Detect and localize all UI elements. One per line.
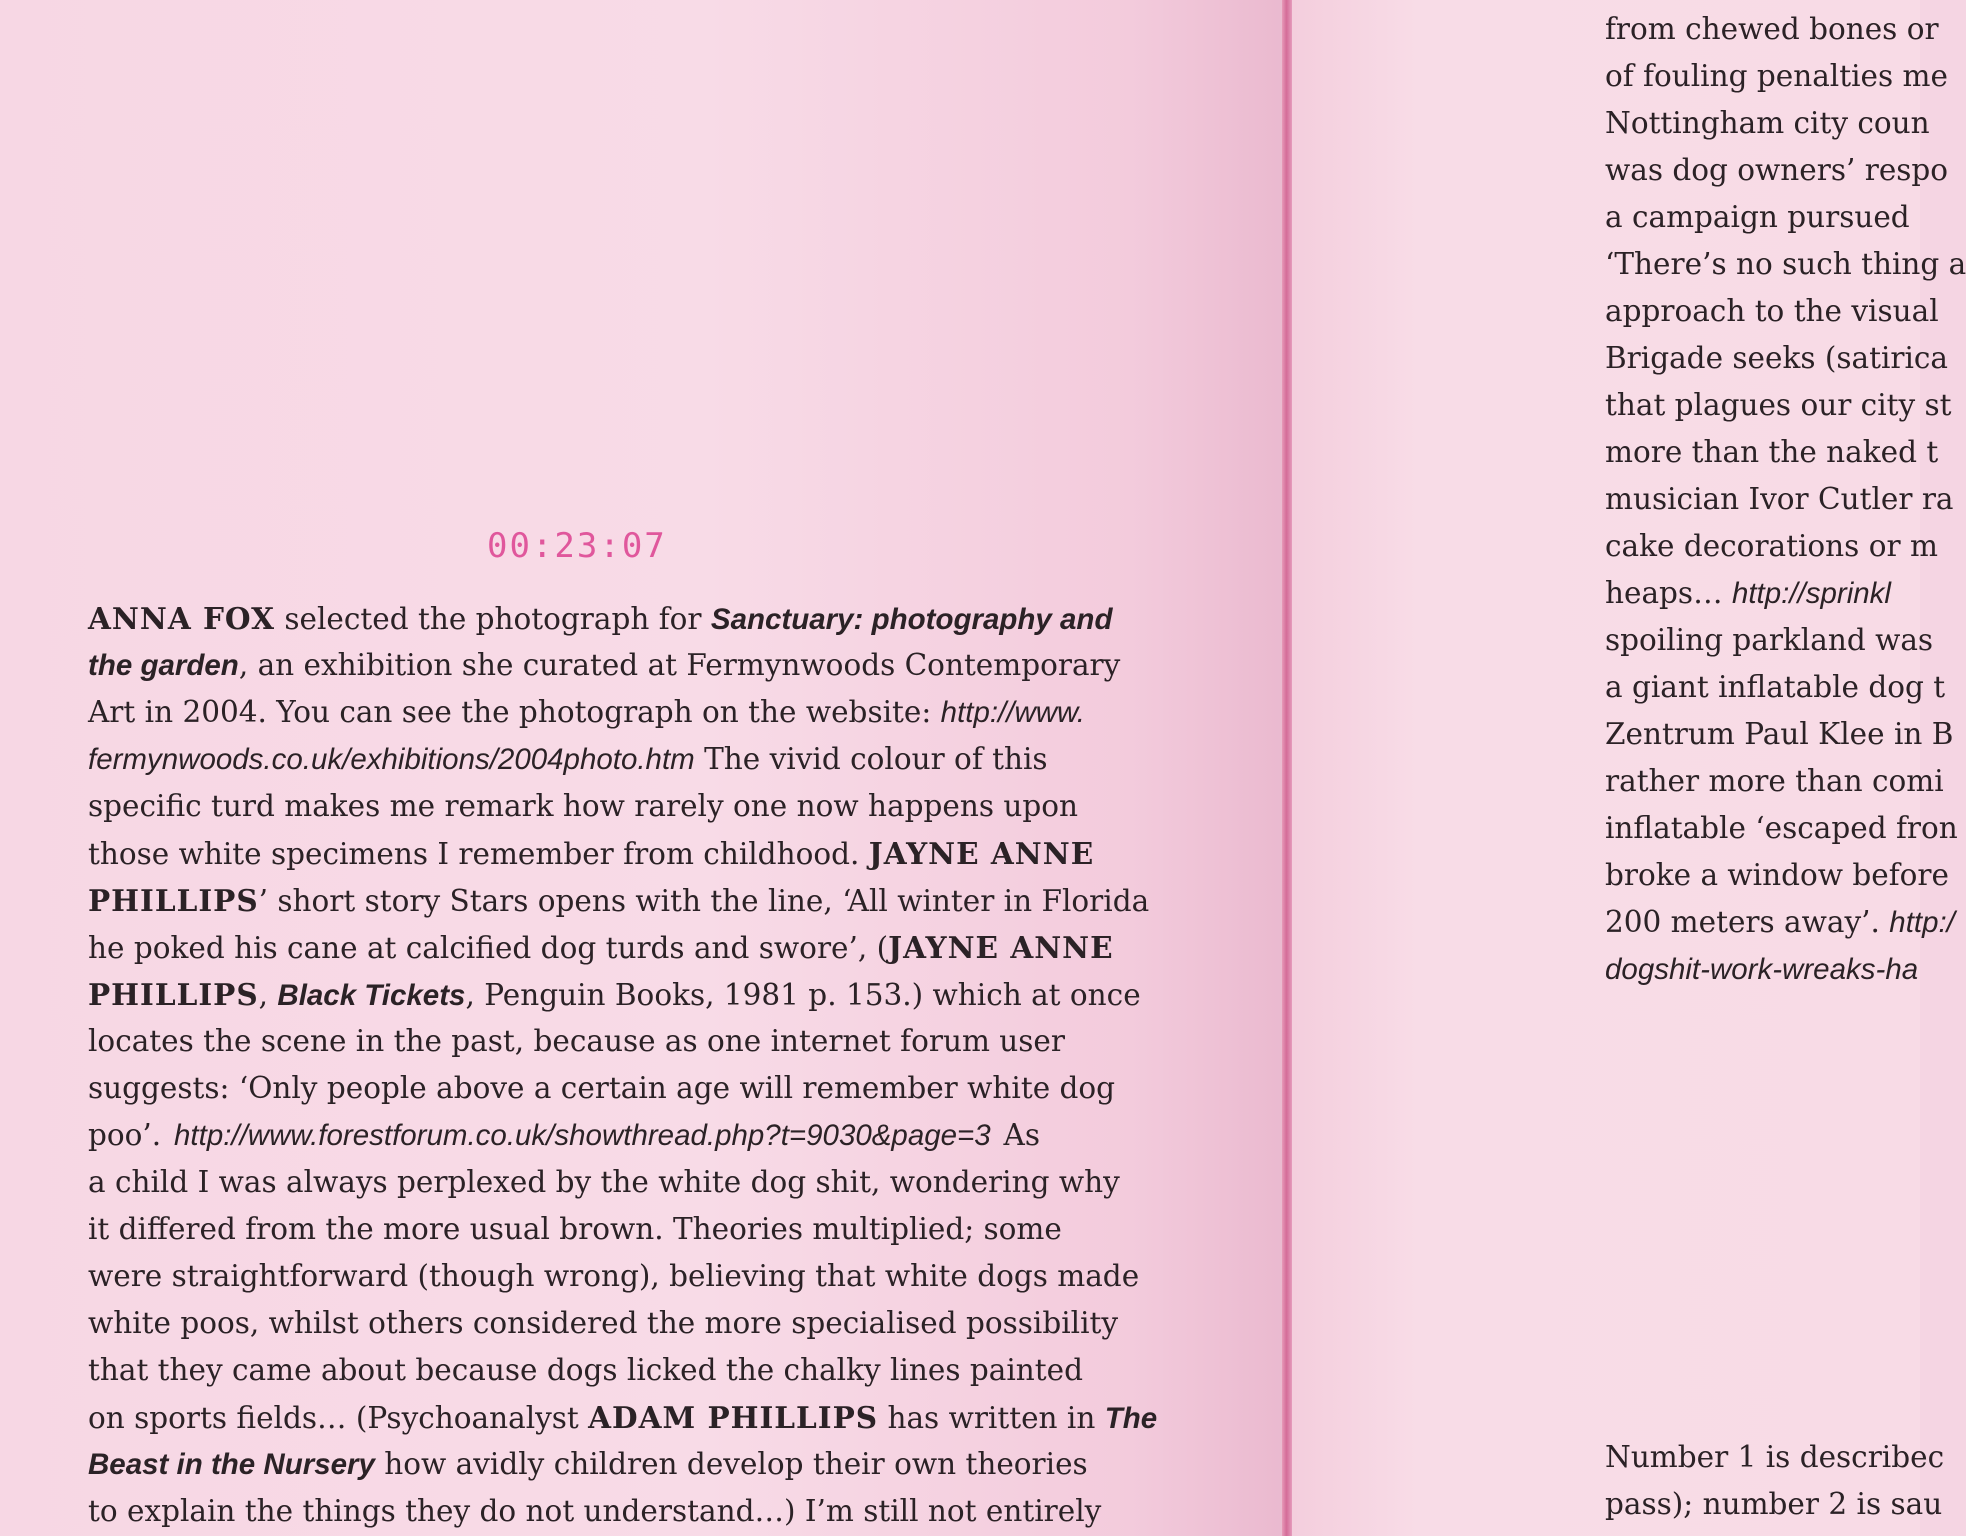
- text-line: [1605, 899, 1955, 946]
- text-run: Nottingham city coun: [1605, 106, 1930, 140]
- text-run: Zentrum Paul Klee in B: [1605, 717, 1954, 751]
- book-title: Sanctuary: photography and: [710, 603, 1113, 636]
- text-line: [88, 830, 1095, 877]
- text-line: [1605, 946, 1935, 993]
- text-run: ‘There’s no such thing a: [1605, 247, 1966, 281]
- text-line: [1605, 476, 1954, 523]
- text-line: [88, 1253, 1140, 1300]
- name-small-caps: ANNA FOX: [88, 601, 275, 636]
- text-run: cake decorations or m: [1605, 529, 1938, 563]
- text-run: ’ short story Stars opens with the line, ‘All winter in Florida: [258, 884, 1150, 918]
- text-run: approach to the visual: [1605, 294, 1939, 328]
- text-run: more than the naked t: [1605, 435, 1939, 469]
- text-run: ,: [258, 978, 278, 1012]
- text-line: [1605, 711, 1954, 758]
- text-line: [88, 1394, 1158, 1441]
- text-run: white poos, whilst others considered the more specialised possibility: [88, 1306, 1119, 1340]
- text-run: rather more than comi: [1605, 764, 1944, 798]
- text-line: [1605, 6, 1939, 53]
- name-small-caps: JAYNE ANNE: [868, 836, 1095, 871]
- text-run: that plagues our city st: [1605, 388, 1952, 422]
- text-line: [1605, 852, 1949, 899]
- right-page-bottom-text: [1605, 1434, 1945, 1528]
- text-line: [88, 971, 1141, 1018]
- text-run: As: [990, 1118, 1040, 1152]
- text-line: [88, 1065, 1116, 1112]
- text-line: [1605, 758, 1944, 805]
- text-run: specific turd makes me remark how rarely one now happens upon: [88, 789, 1078, 823]
- text-line: [1605, 1434, 1945, 1481]
- text-run: from chewed bones or: [1605, 12, 1939, 46]
- text-line: [88, 642, 1121, 689]
- text-run: of fouling penalties me: [1605, 59, 1948, 93]
- text-run: Art in 2004. You can see the photograph on the website:: [88, 695, 941, 729]
- url-link[interactable]: http:/: [1889, 906, 1955, 939]
- left-page-body-text: [88, 595, 1158, 1535]
- text-run: spoiling parkland was: [1605, 623, 1934, 657]
- text-line: [88, 1441, 1088, 1488]
- text-line: [1605, 617, 1935, 664]
- text-run: were straightforward (though wrong), believing that white dogs made: [88, 1259, 1140, 1293]
- text-line: [88, 1347, 1083, 1394]
- text-run: it differed from the more usual brown. Theories multiplied; some: [88, 1212, 1062, 1246]
- url-link[interactable]: http://www.forestforum.co.uk/showthread.php?t=9030&page=3: [174, 1119, 991, 1152]
- text-run: to explain the things they do not understand…) I’m still not entirely: [88, 1494, 1102, 1528]
- book-title: the garden: [88, 649, 239, 682]
- text-run: a child I was always perplexed by the white dog shit, wondering why: [88, 1165, 1120, 1199]
- text-run: he poked his cane at calcified dog turds and swore’, (: [88, 931, 889, 965]
- text-run: a giant inflatable dog t: [1605, 670, 1946, 704]
- text-line: [1605, 523, 1938, 570]
- text-line: [88, 783, 1078, 830]
- text-run: was dog owners’ respo: [1605, 153, 1949, 187]
- text-run: that they came about because dogs licked the chalky lines painted: [88, 1353, 1083, 1387]
- text-run: suggests: ‘Only people above a certain age will remember white dog: [88, 1071, 1116, 1105]
- text-line: [88, 1300, 1119, 1347]
- name-small-caps: PHILLIPS: [88, 883, 259, 918]
- text-line: [1605, 382, 1952, 429]
- url-link[interactable]: dogshit-work-wreaks-ha: [1605, 953, 1919, 986]
- text-line: [1605, 53, 1948, 100]
- name-small-caps: JAYNE ANNE: [888, 930, 1114, 965]
- text-line: [88, 1159, 1120, 1206]
- text-run: The vivid colour of this: [694, 742, 1048, 776]
- text-run: musician Ivor Cutler ra: [1605, 482, 1954, 516]
- text-line: [1605, 570, 1935, 617]
- text-run: how avidly children develop their own theories: [374, 1447, 1088, 1481]
- text-line: [1605, 429, 1939, 476]
- right-page-body-text: [1605, 6, 1966, 993]
- text-run: poo’.: [88, 1118, 175, 1152]
- text-line: [1605, 1481, 1943, 1528]
- text-line: [88, 1206, 1062, 1253]
- book-title: Beast in the Nursery: [88, 1448, 375, 1481]
- text-run: pass); number 2 is sau: [1605, 1487, 1943, 1521]
- text-line: [88, 1488, 1102, 1535]
- text-line: [1605, 100, 1935, 147]
- text-run: inflatable ‘escaped fron: [1605, 811, 1958, 845]
- text-run: selected the photograph for: [275, 602, 711, 636]
- text-run: heaps…: [1605, 576, 1732, 610]
- book-title: Black Tickets: [277, 979, 466, 1012]
- text-line: [88, 877, 1150, 924]
- text-line: [1605, 194, 1935, 241]
- text-run: 200 meters away’.: [1605, 905, 1890, 939]
- text-line: [1605, 147, 1949, 194]
- text-line: [88, 736, 1048, 783]
- text-run: has written in: [878, 1401, 1105, 1435]
- text-line: [1605, 335, 1949, 382]
- text-run: , an exhibition she curated at Fermynwoods Contemporary: [238, 648, 1121, 682]
- text-run: Brigade seeks (satirica: [1605, 341, 1949, 375]
- book-title: The: [1104, 1402, 1158, 1435]
- text-run: on sports fields… (Psychoanalyst: [88, 1401, 589, 1435]
- text-line: [1605, 241, 1966, 288]
- name-small-caps: ADAM PHILLIPS: [588, 1400, 879, 1435]
- text-line: [88, 924, 1114, 971]
- text-line: [1605, 664, 1946, 711]
- url-link[interactable]: http://sprinkl: [1731, 577, 1891, 610]
- text-line: [88, 689, 1085, 736]
- text-run: locates the scene in the past, because as one internet forum user: [88, 1024, 1065, 1058]
- text-run: a campaign pursued: [1605, 200, 1910, 234]
- text-line: [88, 595, 1113, 642]
- book-spine: [1282, 0, 1292, 1536]
- text-run: broke a window before: [1605, 858, 1949, 892]
- text-run: , Penguin Books, 1981 p. 153.) which at once: [465, 978, 1141, 1012]
- name-small-caps: PHILLIPS: [88, 977, 259, 1012]
- text-run: Number 1 is describec: [1605, 1440, 1945, 1474]
- text-line: [1605, 288, 1939, 335]
- text-line: [88, 1112, 1040, 1159]
- timestamp: 00:23:07: [487, 526, 667, 566]
- text-run: those white specimens I remember from childhood.: [88, 837, 869, 871]
- url-link[interactable]: fermynwoods.co.uk/exhibitions/2004photo.htm: [88, 743, 695, 776]
- text-line: [1605, 805, 1958, 852]
- url-link[interactable]: http://www.: [940, 696, 1085, 729]
- text-line: [88, 1018, 1065, 1065]
